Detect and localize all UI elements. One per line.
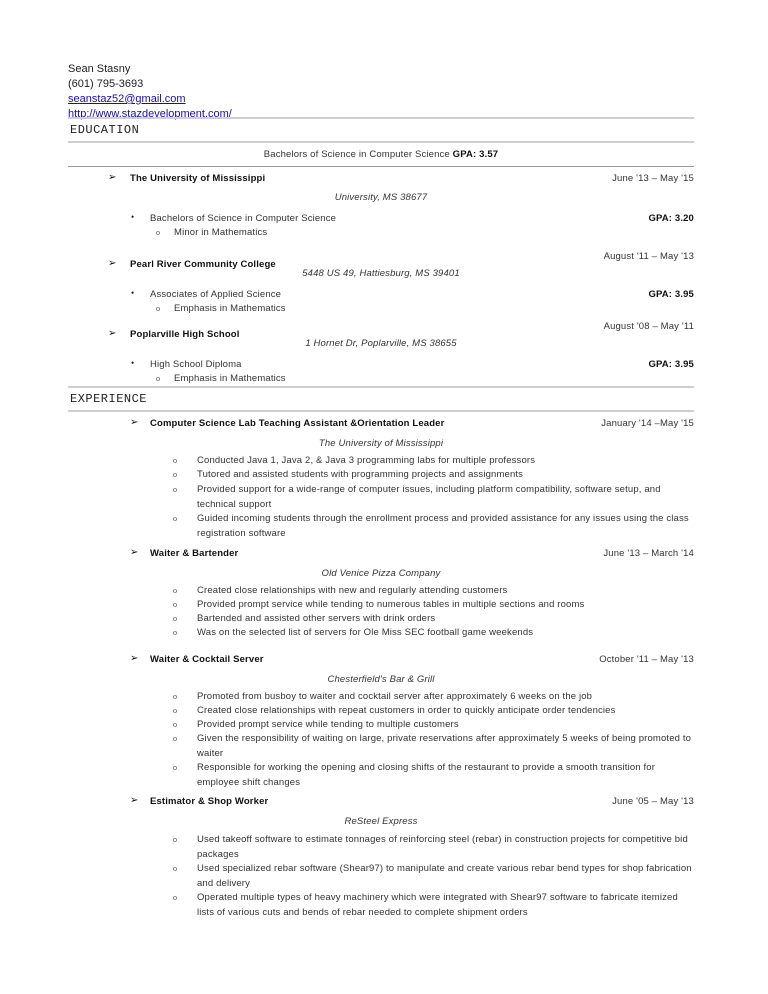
divider <box>68 117 694 119</box>
circle-bullet-icon: o <box>173 763 177 772</box>
circle-bullet-icon: o <box>173 692 177 701</box>
divider <box>68 410 694 412</box>
job-bullet: Created close relationships with new and regularly attending customers <box>197 585 508 596</box>
job-dates: June '05 – May '13 <box>612 796 694 807</box>
arrow-bullet-icon: ➢ <box>108 172 117 183</box>
job-dates: January '14 –May '15 <box>601 418 694 429</box>
circle-bullet-icon: o <box>156 304 160 313</box>
circle-bullet-icon: o <box>173 514 177 523</box>
school-location: 5448 US 49, Hattiesburg, MS 39401 <box>302 268 460 279</box>
circle-bullet-icon: o <box>173 734 177 743</box>
school-location: 1 Hornet Dr, Poplarville, MS 38655 <box>305 338 457 349</box>
job-dates: October '11 – May '13 <box>599 654 694 665</box>
school-degree: High School Diploma <box>150 359 242 370</box>
job-bullet: Provided support for a wide-range of computer issues, including platform compatibility, software setup, and technical support <box>197 484 661 510</box>
job-bullet: Used takeoff software to estimate tonnages of reinforcing steel (rebar) in construction projects for competitive bid packages <box>197 834 688 860</box>
experience-heading: EXPERIENCE <box>70 392 148 406</box>
job-bullet: Promoted from busboy to waiter and cocktail server after approximately 6 weeks on the job <box>197 691 593 702</box>
job-title: Estimator & Shop Worker <box>150 796 269 807</box>
job-employer: Old Venice Pizza Company <box>321 568 441 579</box>
contact-block <box>68 62 232 122</box>
education-heading: EDUCATION <box>70 123 140 137</box>
education-summary <box>68 149 694 160</box>
job-bullet: Created close relationships with repeat customers in order to quickly anticipate order tendencies <box>197 705 616 716</box>
circle-bullet-icon: o <box>173 864 177 873</box>
arrow-bullet-icon: ➢ <box>130 547 139 558</box>
circle-bullet-icon: o <box>173 720 177 729</box>
school-detail: Emphasis in Mathematics <box>174 373 286 384</box>
arrow-bullet-icon: ➢ <box>130 795 139 806</box>
arrow-bullet-icon: ➢ <box>130 653 139 664</box>
circle-bullet-icon: o <box>173 470 177 479</box>
job-bullet: Provided prompt service while tending to multiple customers <box>197 719 459 730</box>
circle-bullet-icon: o <box>173 586 177 595</box>
school-name: Poplarville High School <box>130 329 240 340</box>
summary-gpa: GPA: 3.57 <box>452 149 499 160</box>
circle-bullet-icon: o <box>156 228 160 237</box>
job-bullet: Tutored and assisted students with programming projects and assignments <box>197 469 524 480</box>
school-degree: Bachelors of Science in Computer Science <box>150 213 337 224</box>
school-detail: Emphasis in Mathematics <box>174 303 286 314</box>
school-detail: Minor in Mathematics <box>174 227 268 238</box>
job-employer: The University of Mississippi <box>318 438 444 449</box>
job-bullet: Was on the selected list of servers for Ole Miss SEC football game weekends <box>197 627 534 638</box>
arrow-bullet-icon: ➢ <box>108 328 117 339</box>
job-title: Waiter & Cocktail Server <box>150 654 264 665</box>
school-dates: August '11 – May '13 <box>603 251 694 262</box>
summary-degree: Bachelors of Science in Computer Science <box>263 149 450 160</box>
job-bullet: Responsible for working the opening and closing shifts of the restaurant to provide a smooth transition for employee shift changes <box>197 762 656 788</box>
job-employer: ReSteel Express <box>344 816 418 827</box>
dot-bullet-icon: • <box>131 358 135 368</box>
dot-bullet-icon: • <box>131 212 135 222</box>
job-dates: June '13 – March '14 <box>603 548 694 559</box>
school-gpa: GPA: 3.95 <box>648 359 694 370</box>
circle-bullet-icon: o <box>173 835 177 844</box>
job-title: Computer Science Lab Teaching Assistant &Orientation Leader <box>150 418 445 429</box>
school-degree: Associates of Applied Science <box>150 289 282 300</box>
school-name: The University of Mississippi <box>130 173 266 184</box>
circle-bullet-icon: o <box>156 374 160 383</box>
school-location: University, MS 38677 <box>334 192 428 203</box>
job-title: Waiter & Bartender <box>150 548 239 559</box>
dot-bullet-icon: • <box>131 288 135 298</box>
school-dates: June '13 – May '15 <box>612 173 694 184</box>
job-bullet: Given the responsibility of waiting on large, private reservations after approximately 5 weeks of being promoted to waiter <box>197 733 692 759</box>
website-link[interactable]: http://www.stazdevelopment.com/ <box>68 108 232 120</box>
divider <box>68 166 694 167</box>
circle-bullet-icon: o <box>173 893 177 902</box>
circle-bullet-icon: o <box>173 628 177 637</box>
circle-bullet-icon: o <box>173 456 177 465</box>
school-dates: August '08 – May '11 <box>603 321 694 332</box>
email-link[interactable]: seanstaz52@gmail.com <box>68 93 186 105</box>
contact-name: Sean Stasny <box>68 63 131 75</box>
circle-bullet-icon: o <box>173 706 177 715</box>
divider <box>68 141 694 143</box>
circle-bullet-icon: o <box>173 485 177 494</box>
arrow-bullet-icon: ➢ <box>130 417 139 428</box>
job-bullet: Conducted Java 1, Java 2, & Java 3 programming labs for multiple professors <box>197 455 536 466</box>
job-employer: Chesterfield's Bar & Grill <box>327 674 435 685</box>
job-bullet: Bartended and assisted other servers with drink orders <box>197 613 436 624</box>
circle-bullet-icon: o <box>173 600 177 609</box>
circle-bullet-icon: o <box>173 614 177 623</box>
arrow-bullet-icon: ➢ <box>108 258 117 269</box>
job-bullet: Used specialized rebar software (Shear97) to manipulate and create various rebar bend types for shop fabrication and delivery <box>197 863 692 889</box>
school-name: Pearl River Community College <box>130 259 276 270</box>
job-bullet: Operated multiple types of heavy machinery which were integrated with Shear97 software to fabricate itemized lists of various cuts and bends of rebar needed to complete shipment orders <box>197 892 678 918</box>
job-bullet: Provided prompt service while tending to numerous tables in multiple sections and rooms <box>197 599 585 610</box>
school-gpa: GPA: 3.95 <box>648 289 694 300</box>
school-gpa: GPA: 3.20 <box>648 213 694 224</box>
contact-phone: (601) 795-3693 <box>68 78 144 90</box>
job-bullet: Guided incoming students through the enrollment process and provided assistance for any issues using the class registration software <box>197 513 689 539</box>
divider <box>68 386 694 388</box>
